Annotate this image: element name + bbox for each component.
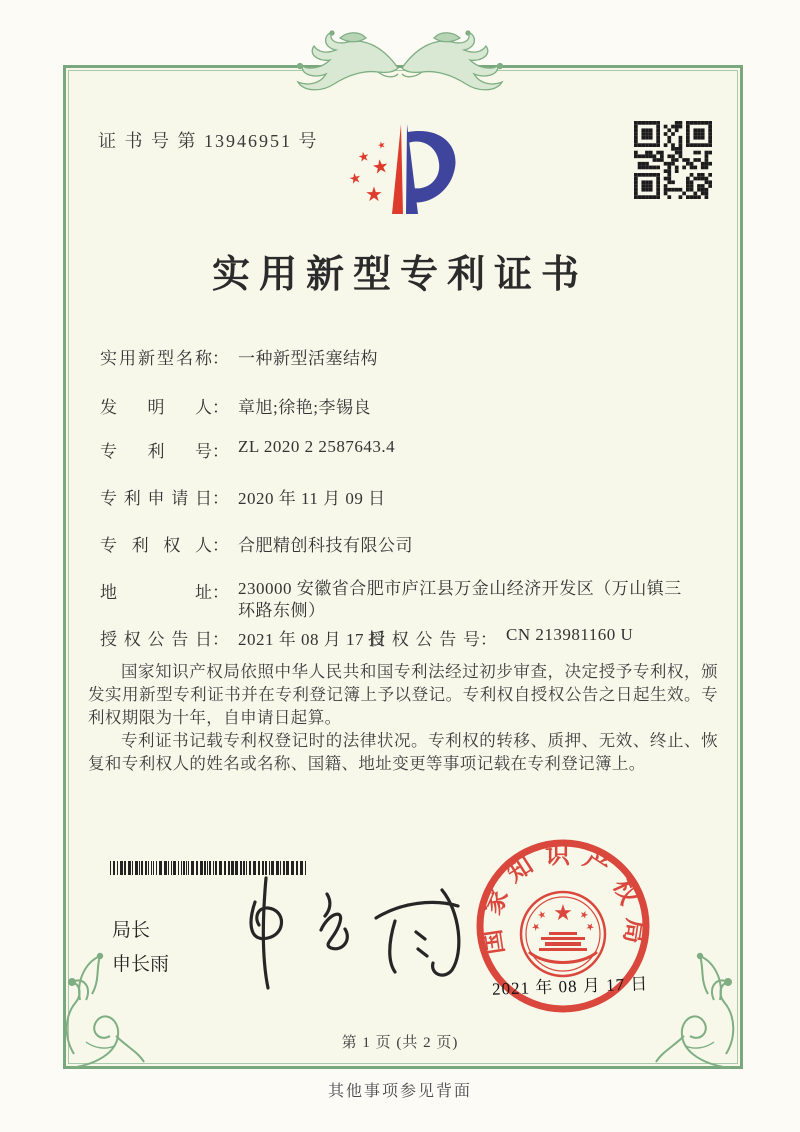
star-icon: ★ [356, 149, 371, 166]
field-value: 一种新型活塞结构 [238, 349, 378, 368]
star-icon: ★ [529, 920, 543, 935]
legal-paragraph-2: 专利证书记载专利权登记时的法律状况。专利权的转移、质押、无效、终止、恢复和专利权人的姓名或名称、国籍、地址变更等事项记载在专利登记簿上。 [88, 731, 718, 773]
field-row-patent-no [100, 437, 720, 462]
star-icon: ★ [370, 154, 391, 180]
star-icon: ★ [376, 140, 388, 153]
field-label: 专利权人 [100, 536, 212, 555]
field-value: CN 213981160 U [506, 625, 634, 644]
field-row-filing-date [100, 484, 720, 509]
field-pair-grant-no [368, 625, 633, 650]
field-value: 2020 年 11 月 09 日 [238, 489, 386, 508]
field-label: 地址 [100, 583, 212, 602]
field-value: 合肥精创科技有限公司 [238, 536, 413, 555]
field-row-grant [100, 625, 720, 650]
field-value: ZL 2020 2 2587643.4 [238, 437, 396, 456]
field-colon: ： [212, 583, 229, 602]
certificate-number: 证 书 号 第 13946951 号 [98, 131, 319, 151]
field-label: 专利号 [100, 442, 212, 461]
seal-ring-text: 国家知识产权局 [475, 839, 651, 957]
field-value: 2021 年 08 月 17 日 [238, 630, 387, 649]
seal-date: 2021 年 08 月 17 日 [491, 974, 649, 999]
star-icon: ★ [553, 901, 573, 926]
back-note: 其他事项参见背面 [327, 1083, 472, 1100]
national-emblem [521, 892, 605, 976]
qr-code [634, 121, 712, 199]
field-colon: ： [212, 630, 229, 649]
star-icon: ★ [577, 908, 590, 923]
field-value: 230000 安徽省合肥市庐江县万金山经济开发区（万山镇三环路东侧） [238, 579, 682, 620]
field-row-address [100, 578, 720, 622]
field-label: 实用新型名称 [100, 349, 212, 368]
field-label: 发明人 [100, 398, 212, 417]
field-row-inventors [100, 393, 720, 418]
field-colon: ： [480, 630, 497, 649]
legal-text [88, 660, 718, 775]
star-icon: ★ [347, 169, 364, 189]
field-row-patentee [100, 531, 720, 556]
field-colon: ： [212, 398, 229, 417]
field-colon: ： [212, 349, 229, 368]
field-row-name [100, 344, 720, 369]
star-icon: ★ [365, 182, 383, 206]
director-signature [228, 872, 468, 997]
officer-title: 局长 [112, 920, 151, 941]
field-label: 授权公告日 [100, 630, 212, 649]
field-colon: ： [212, 489, 229, 508]
field-label: 授权公告号 [368, 630, 480, 649]
certificate-title: 实用新型专利证书 [211, 254, 588, 296]
officer-name: 申长雨 [112, 954, 170, 975]
field-colon: ： [212, 536, 229, 555]
cnipa-logo-mark [345, 116, 470, 222]
field-label: 专利申请日 [100, 489, 212, 508]
star-icon: ★ [536, 908, 549, 923]
page-number: 第 1 页 (共 2 页) [341, 1035, 459, 1051]
field-colon: ： [212, 442, 229, 461]
cnipa-logo [345, 116, 470, 222]
legal-paragraph-1: 国家知识产权局依照中华人民共和国专利法经过初步审查，决定授予专利权，颁发实用新型专利证书并在专利登记簿上予以登记。专利权自授权公告之日起生效。专利权期限为十年，自申请日起算。 [88, 662, 718, 727]
star-icon: ★ [583, 920, 597, 935]
field-value: 章旭;徐艳;李锡良 [238, 398, 371, 417]
